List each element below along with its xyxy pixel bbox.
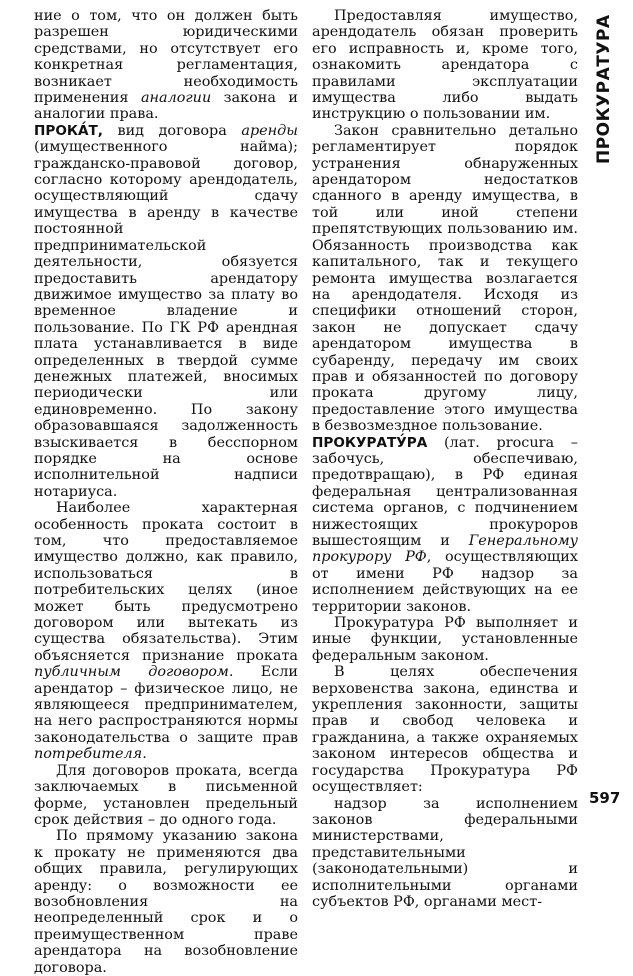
text-run: закона и аналогии права. — [34, 90, 298, 123]
text-run: . — [142, 746, 147, 763]
cross-reference: Генеральному прокурору РФ — [312, 533, 578, 566]
right-column — [312, 8, 578, 910]
headword-prokuratura: ПРОКУРАТУ́РА — [312, 434, 428, 451]
text-run: , осуществляющих от имени РФ надзор за исполнением действующих на ее территории законов. — [312, 549, 578, 615]
paragraph: Прокуратура РФ выполняет и иные функции, установленные федеральным законом. — [312, 615, 578, 664]
text-run: (имущественного найма); гражданско-правовой договор, согласно которому арендодатель, осуществляющий сдачу имущества в аренду в качестве постоянной предпринимательской деятельности, обязуется предоставить арендатору движимое имущество за плату во временное владение и пользование. По ГК РФ арендная плата устанавливается в виде определенных в твердой сумме денежных платежей, вносимых периодически или единовременно. По закону образовавшаяся задолженность взыскивается в бесспорном порядке на основе исполнительной надписи нотариуса. — [34, 139, 298, 500]
paragraph: В целях обеспечения верховенства закона, единства и укрепления законности, защиты прав и свобод человека и гражданина, а также охраняемых законом интересов общества и государства Прокуратура РФ осуществляет: — [312, 664, 578, 796]
paragraph: Закон сравнительно детально регламентирует порядок устранения обнаруженных арендатором недостатков сданного в аренду имущества, в той или иной степени препятствующих пользованию им. Обязанность производства как капитального, так и текущего ремонта имущества возлагается на арендодателя. Исходя из специфики отношений сторон, закон не допускает сдачу арендатором имущества в субаренду, передачу им своих прав и обязанностей по договору проката другому лицу, предоставление этого имущества в безвозмездное пользование. — [312, 122, 578, 435]
entry-prokat — [34, 123, 298, 500]
cross-reference: аренды — [241, 122, 298, 139]
entry-prokuratura — [312, 435, 578, 615]
paragraph: Предоставляя имущество, арендодатель обязан проверить его исправность и, кроме того, ознакомить арендатора с правилами эксплуатации имущества либо выдать инструкцию о пользовании им. — [312, 8, 578, 123]
text-run: . Если арендатор – физическое лицо, не являющееся предпринимателем, на него распространяются нормы законодательства о защите прав — [34, 664, 299, 746]
headword-prokat: ПРОКА́Т, — [34, 122, 103, 139]
paragraph: Для договоров проката, всегда заключаемых в письменной форме, установлен предельный срок действия – до одного года. — [34, 762, 298, 828]
left-column — [34, 8, 298, 976]
paragraph: надзор за исполнением законов федеральными министерствами, представительными (законодательными) и исполнительными органами субъектов РФ, органами мест- — [312, 795, 578, 910]
paragraph-continuation — [34, 8, 298, 123]
page-number: 597 — [589, 789, 621, 807]
paragraph: По прямому указанию закона к прокату не применяются два общих правила, регулирующих аренду: о возможности ее возобновления на неопределенный срок и о преимущественном праве арендатора на возобновление договора. — [34, 828, 298, 976]
running-head: ПРОКУРАТУРА — [594, 14, 614, 164]
cross-reference: аналогии — [140, 90, 212, 107]
text-run: вид договора — [102, 122, 242, 139]
text-run: ние о том, что он должен быть разрешен юридическими средствами, но отсутствует его конкретная регламентация, возникает необходимость применения — [34, 8, 298, 107]
text-run: Наиболее характерная особенность проката состоит в том, что предоставляемое имущество должно, как правило, использоваться в потребительских целях (иное может быть предусмотрено договором или вытекать из существа обязательства). Этим объясняется признание проката — [34, 500, 298, 664]
text-run: (лат. procura – забочусь, обеспечиваю, предотвращаю), в РФ единая федеральная централизованная система органов, с подчинением нижестоящих прокуроров вышестоящим и — [312, 434, 578, 549]
cross-reference: публичным договором — [34, 664, 229, 681]
cross-reference: потребителя — [34, 746, 143, 763]
paragraph — [34, 500, 298, 763]
